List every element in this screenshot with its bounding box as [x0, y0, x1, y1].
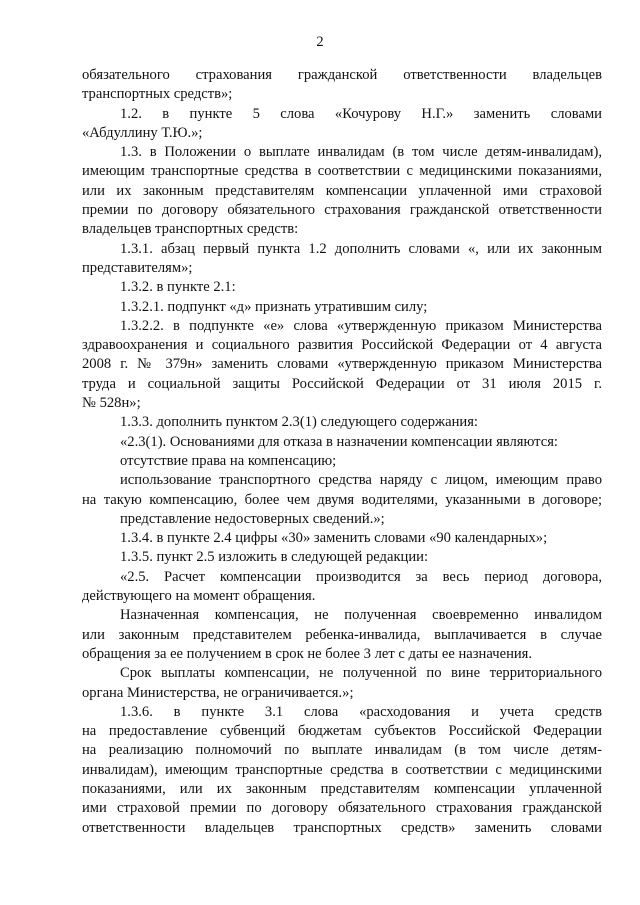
text-line: на предоставление субвенций бюджетам субъектов Российской Федерации — [82, 723, 602, 740]
text-line: отсутствие права на компенсацию; — [120, 452, 337, 469]
text-line: или законным представителем ребенка-инвалида, выплачивается в случае — [82, 626, 602, 643]
text-line: премии по договору обязательного страхования гражданской ответственности — [82, 202, 602, 219]
text-line: 1.3.6. в пункте 3.1 слова «расходования и учета средств — [120, 703, 602, 720]
text-line: или их законным представителям компенсации уплаченной ими страховой — [82, 182, 602, 199]
text-line: «Абдуллину Т.Ю.»; — [82, 124, 203, 141]
text-line: 1.3.5. пункт 2.5 изложить в следующей редакции: — [120, 549, 429, 566]
page-number: 2 — [316, 34, 324, 50]
text-line: ответственности владельцев транспортных средств» заменить словами — [82, 819, 602, 836]
text-line: показаниями, или их законным представителям компенсации уплаченной — [82, 780, 602, 797]
text-line: ими страховой премии по договору обязательного страхования гражданской — [82, 800, 602, 817]
text-line: имеющим транспортные средства в соответствии с медицинскими показаниями, — [82, 163, 602, 180]
text-line: 1.3.1. абзац первый пункта 1.2 дополнить словами «, или их законным — [120, 240, 602, 257]
text-line: Срок выплаты компенсации, не полученной по вине территориального — [120, 665, 602, 682]
text-line: «2.5. Расчет компенсации производится за весь период договора, — [120, 568, 602, 585]
text-line: 1.3. в Положении о выплате инвалидам (в том числе детям-инвалидам), — [120, 144, 602, 161]
text-line: 1.3.3. дополнить пунктом 2.3(1) следующего содержания: — [120, 414, 478, 431]
text-line: представителям»; — [82, 259, 193, 276]
text-line: 1.2. в пункте 5 слова «Кочурову Н.Г.» заменить словами — [120, 105, 602, 122]
text-line: обязательного страхования гражданской ответственности владельцев — [82, 67, 602, 83]
text-line: 1.3.2. в пункте 2.1: — [120, 279, 236, 296]
text-line: представление недостоверных сведений.»; — [120, 510, 385, 527]
text-line: действующего на момент обращения. — [82, 588, 316, 605]
text-line: на такую компенсацию, более чем двумя водителями, указанными в договоре; — [82, 491, 602, 508]
text-line: труда и социальной защиты Российской Федерации от 31 июля 2015 г. — [82, 375, 602, 392]
text-line: 2008 г. № 379н» заменить словами «утвержденную приказом Министерства — [82, 356, 602, 373]
text-line: здравоохранения и социального развития Российской Федерации от 4 августа — [82, 337, 602, 354]
text-line: 1.3.2.2. в подпункте «е» слова «утвержденную приказом Министерства — [120, 317, 602, 334]
text-line: на реализацию полномочий по выплате инвалидам (в том числе детям- — [82, 742, 602, 759]
text-line: обращения за ее получением в срок не более 3 лет с даты ее назначения. — [82, 645, 533, 662]
text-line: органа Министерства, не ограничивается.»; — [82, 684, 354, 701]
text-line: № 528н»; — [82, 395, 141, 412]
text-line: использование транспортного средства наряду с лицом, имеющим право — [120, 472, 602, 489]
text-line: 1.3.2.1. подпункт «д» признать утратившим силу; — [120, 298, 428, 315]
text-line: владельцев транспортных средств: — [82, 221, 299, 238]
document-body — [82, 66, 602, 838]
text-line: инвалидам), имеющим транспортные средства в соответствии с медицинскими — [82, 761, 602, 778]
text-line: «2.3(1). Основаниями для отказа в назначении компенсации являются: — [120, 433, 558, 450]
text-line: транспортных средств»; — [82, 86, 233, 103]
text-line: 1.3.4. в пункте 2.4 цифры «30» заменить словами «90 календарных»; — [120, 530, 548, 547]
text-line: Назначенная компенсация, не полученная своевременно инвалидом — [120, 607, 602, 624]
